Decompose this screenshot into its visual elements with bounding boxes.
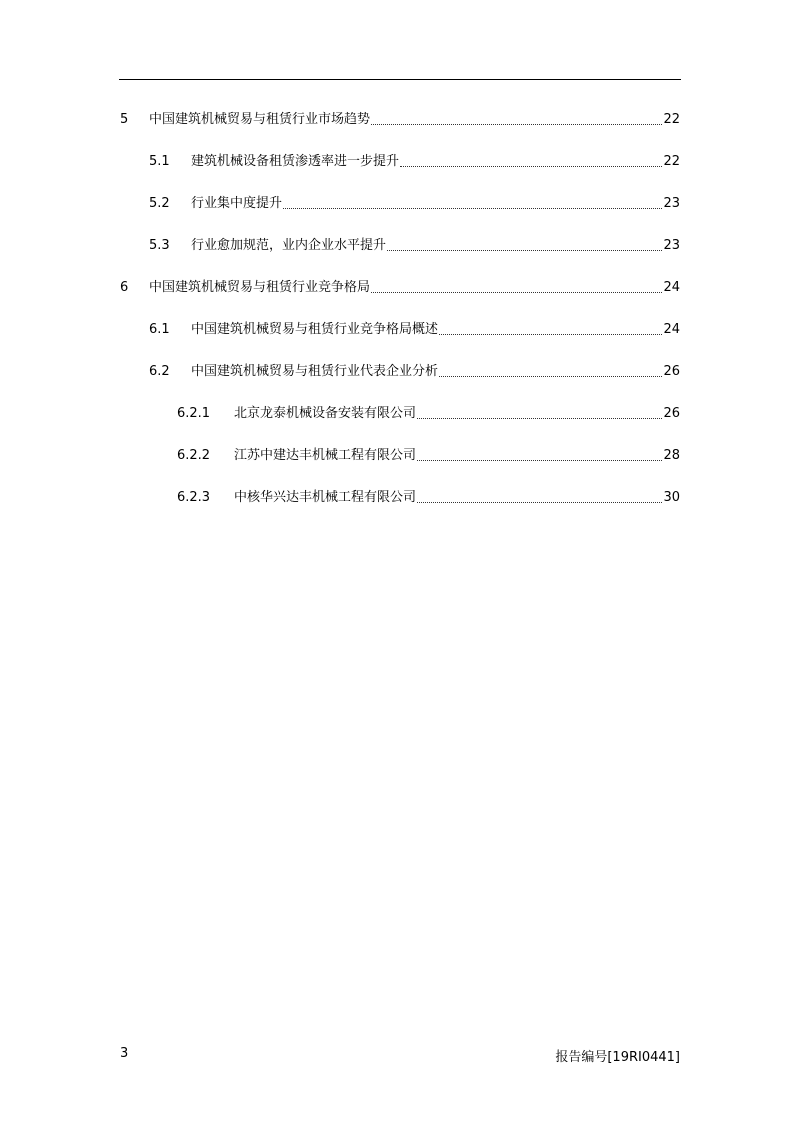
toc-entry-title: 建筑机械设备租赁渗透率进一步提升	[191, 154, 400, 169]
toc-entry-page: 26	[663, 406, 680, 421]
toc-leader-dots	[400, 166, 662, 167]
toc-leader-dots	[439, 334, 662, 335]
toc-entry-number: 5.1	[149, 154, 170, 169]
toc-entry-6[interactable]	[120, 276, 680, 296]
toc-entry-number: 6.2	[149, 364, 170, 379]
toc-entry-6-2-3[interactable]	[177, 486, 680, 506]
toc-entry-page: 26	[663, 364, 680, 379]
toc-leader-dots	[417, 418, 662, 419]
toc-entry-5-1[interactable]	[149, 150, 680, 170]
toc-entry-number: 5	[120, 112, 129, 127]
toc-entry-number: 6.1	[149, 322, 170, 337]
toc-entry-title: 江苏中建达丰机械工程有限公司	[234, 448, 417, 463]
toc-entry-title: 北京龙泰机械设备安装有限公司	[234, 406, 417, 421]
toc-entry-title: 中核华兴达丰机械工程有限公司	[234, 490, 417, 505]
toc-entry-number: 6.2.2	[177, 448, 211, 463]
toc-entry-title: 中国建筑机械贸易与租赁行业竞争格局	[149, 280, 371, 295]
toc-entry-number: 6	[120, 280, 129, 295]
toc-entry-title: 行业愈加规范，业内企业水平提升	[191, 238, 387, 253]
toc-entry-5-3[interactable]	[149, 234, 680, 254]
toc-entry-page: 28	[663, 448, 680, 463]
toc-leader-dots	[371, 124, 662, 125]
footer-report-code: 报告编号[19RI0441]	[555, 1050, 680, 1065]
toc-entry-6-2[interactable]	[149, 360, 680, 380]
footer-page-number: 3	[120, 1046, 129, 1061]
toc-entry-number: 6.2.3	[177, 490, 211, 505]
toc-entry-page: 24	[663, 280, 680, 295]
toc-leader-dots	[283, 208, 662, 209]
toc-entry-title: 中国建筑机械贸易与租赁行业竞争格局概述	[191, 322, 439, 337]
toc-entry-number: 5.3	[149, 238, 170, 253]
toc-entry-title: 行业集中度提升	[191, 196, 283, 211]
toc-leader-dots	[439, 376, 662, 377]
toc-entry-number: 5.2	[149, 196, 170, 211]
toc-entry-page: 22	[663, 112, 680, 127]
toc-entry-page: 23	[663, 196, 680, 211]
toc-entry-title: 中国建筑机械贸易与租赁行业市场趋势	[149, 112, 371, 127]
toc-entry-5[interactable]	[120, 108, 680, 128]
toc-entry-number: 6.2.1	[177, 406, 211, 421]
toc-entry-page: 24	[663, 322, 680, 337]
toc-entry-6-2-1[interactable]	[177, 402, 680, 422]
header-rule	[119, 79, 681, 80]
toc-leader-dots	[417, 502, 662, 503]
toc-entry-6-1[interactable]	[149, 318, 680, 338]
toc-leader-dots	[417, 460, 662, 461]
toc-entry-title: 中国建筑机械贸易与租赁行业代表企业分析	[191, 364, 439, 379]
toc-leader-dots	[387, 250, 662, 251]
toc-leader-dots	[371, 292, 662, 293]
toc-entry-page: 30	[663, 490, 680, 505]
toc-entry-6-2-2[interactable]	[177, 444, 680, 464]
toc-entry-page: 23	[663, 238, 680, 253]
toc-entry-page: 22	[663, 154, 680, 169]
toc-entry-5-2[interactable]	[149, 192, 680, 212]
